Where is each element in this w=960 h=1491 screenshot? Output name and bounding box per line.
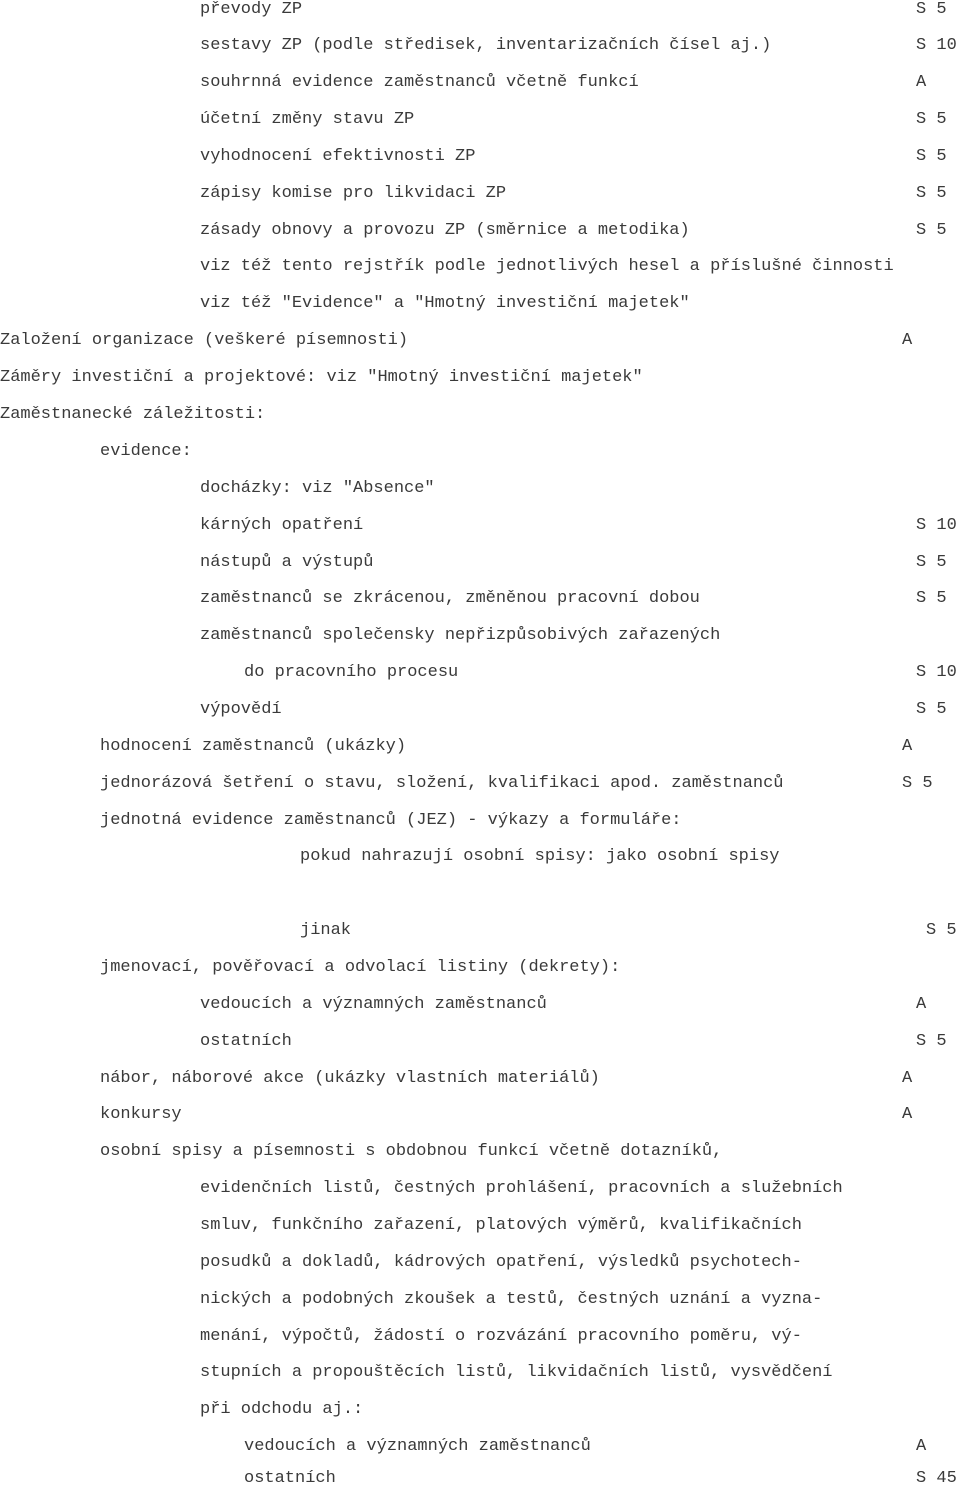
entry-text: jinak	[300, 921, 352, 940]
entry-text: hodnocení zaměstnanců (ukázky)	[100, 737, 407, 756]
entry-text: ostatních	[244, 1469, 336, 1488]
entry-code: S 5	[916, 221, 947, 240]
entry-code: A	[902, 1105, 913, 1124]
entry-text: vedoucích a významných zaměstnanců	[244, 1437, 591, 1456]
entry-text: jednotná evidence zaměstnanců (JEZ) - výkazy a formuláře:	[100, 811, 682, 830]
entry-code: S 5	[916, 1032, 947, 1051]
entry-code: A	[916, 995, 927, 1014]
entry-text: převody ZP	[200, 0, 303, 19]
entry-text: Záměry investiční a projektové: viz "Hmotný investiční majetek"	[0, 368, 643, 387]
entry-text: do pracovního procesu	[244, 663, 459, 682]
subsection-heading: evidence:	[100, 442, 192, 461]
entry-text: viz též tento rejstřík podle jednotlivých hesel a příslušné činnosti	[200, 257, 894, 276]
entry-text: menání, výpočtů, žádostí o rozvázání pracovního poměru, vý-	[200, 1327, 802, 1346]
entry-text: výpovědí	[200, 700, 282, 719]
entry-text: Založení organizace (veškeré písemnosti)	[0, 331, 409, 350]
entry-code: S 5	[916, 0, 947, 19]
entry-code: S 5	[916, 553, 947, 572]
entry-text: při odchodu aj.:	[200, 1400, 364, 1419]
entry-code: A	[902, 737, 913, 756]
entry-text: sestavy ZP (podle středisek, inventarizačních čísel aj.)	[200, 36, 772, 55]
entry-text: účetní změny stavu ZP	[200, 110, 415, 129]
entry-code: A	[902, 1069, 913, 1088]
entry-code: S 5	[916, 184, 947, 203]
entry-code: S 5	[916, 589, 947, 608]
entry-code: S 45	[916, 1469, 957, 1488]
entry-code: A	[916, 1437, 927, 1456]
entry-text: jmenovací, pověřovací a odvolací listiny (dekrety):	[100, 958, 621, 977]
entry-text: nástupů a výstupů	[200, 553, 374, 572]
entry-text: pokud nahrazují osobní spisy: jako osobní spisy	[300, 847, 780, 866]
entry-text: zaměstnanců se zkrácenou, změněnou pracovní dobou	[200, 589, 700, 608]
entry-text: viz též "Evidence" a "Hmotný investiční majetek"	[200, 294, 690, 313]
entry-text: vyhodnocení efektivnosti ZP	[200, 147, 476, 166]
entry-text: evidenčních listů, čestných prohlášení, pracovních a služebních	[200, 1179, 843, 1198]
entry-text: stupních a propouštěcích listů, likvidačních listů, vysvědčení	[200, 1363, 833, 1382]
entry-code: A	[916, 73, 927, 92]
entry-code: A	[902, 331, 913, 350]
entry-code: S 5	[926, 921, 957, 940]
entry-code: S 10	[916, 663, 957, 682]
entry-text: konkursy	[100, 1105, 182, 1124]
entry-text: osobní spisy a písemnosti s obdobnou funkcí včetně dotazníků,	[100, 1142, 723, 1161]
entry-text: kárných opatření	[200, 516, 364, 535]
entry-text: smluv, funkčního zařazení, platových výměrů, kvalifikačních	[200, 1216, 802, 1235]
entry-text: souhrnná evidence zaměstnanců včetně funkcí	[200, 73, 639, 92]
entry-text: zápisy komise pro likvidaci ZP	[200, 184, 507, 203]
entry-text: ostatních	[200, 1032, 292, 1051]
entry-text: docházky: viz "Absence"	[200, 479, 435, 498]
entry-code: S 5	[916, 700, 947, 719]
entry-text: zaměstnanců společensky nepřizpůsobivých zařazených	[200, 626, 721, 645]
entry-code: S 5	[902, 774, 933, 793]
entry-code: S 5	[916, 110, 947, 129]
entry-text: vedoucích a významných zaměstnanců	[200, 995, 547, 1014]
section-heading: Zaměstnanecké záležitosti:	[0, 405, 266, 424]
entry-text: posudků a dokladů, kádrových opatření, výsledků psychotech-	[200, 1253, 802, 1272]
entry-text: nických a podobných zkoušek a testů, čestných uznání a vyzna-	[200, 1290, 823, 1309]
entry-text: zásady obnovy a provozu ZP (směrnice a metodika)	[200, 221, 690, 240]
entry-text: nábor, náborové akce (ukázky vlastních materiálů)	[100, 1069, 600, 1088]
entry-text: jednorázová šetření o stavu, složení, kvalifikaci apod. zaměstnanců	[100, 774, 784, 793]
entry-code: S 5	[916, 147, 947, 166]
entry-code: S 10	[916, 36, 957, 55]
entry-code: S 10	[916, 516, 957, 535]
